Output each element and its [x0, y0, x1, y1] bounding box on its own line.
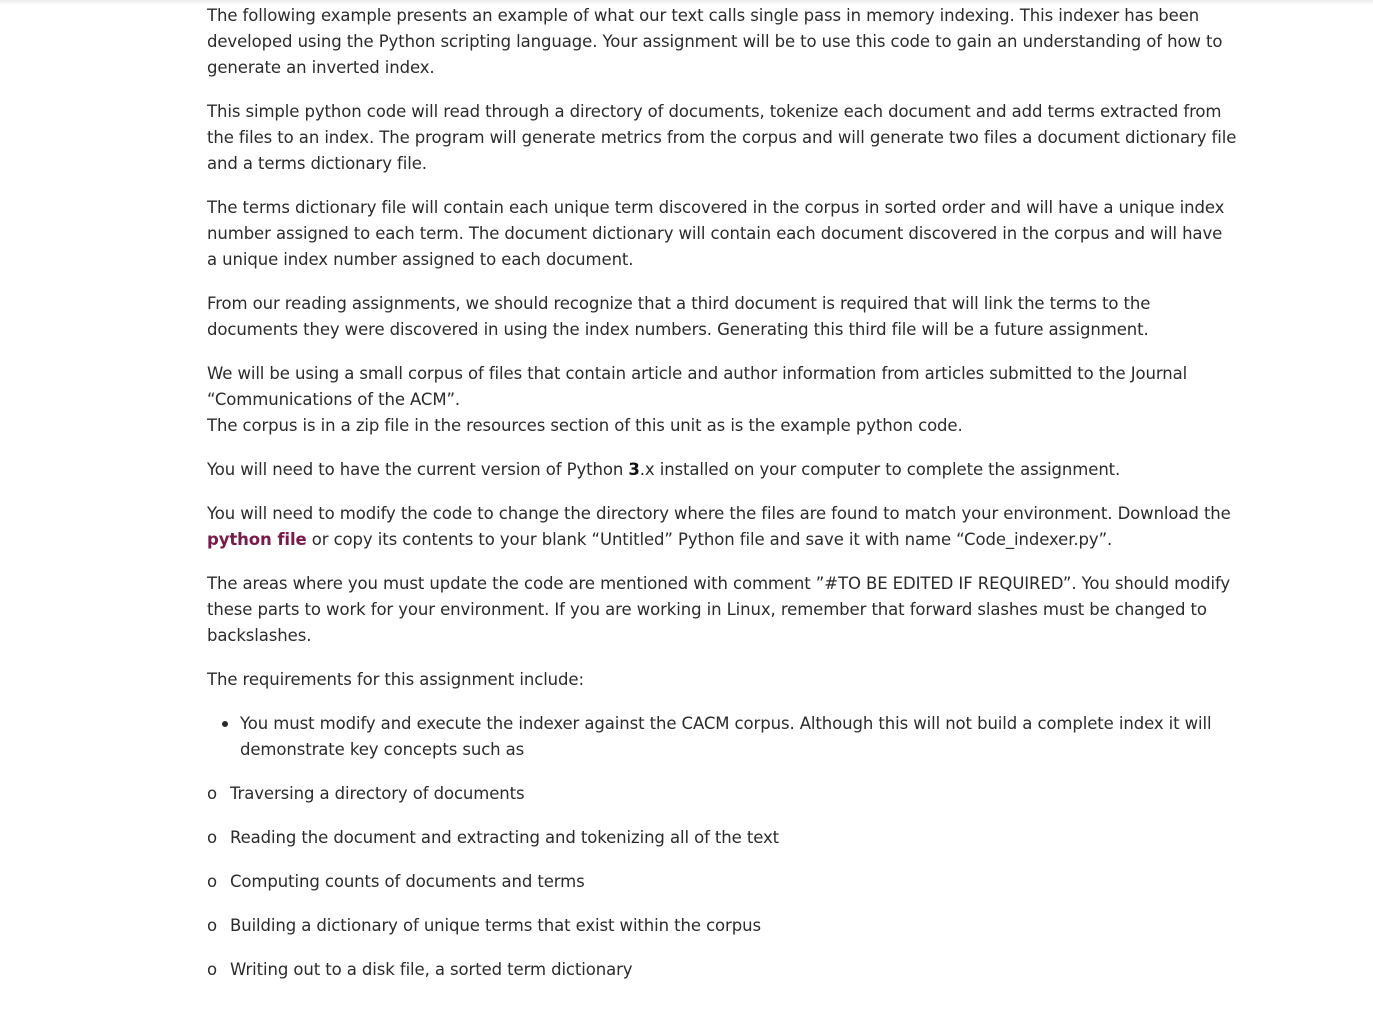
circle-bullet-icon: o	[207, 960, 217, 979]
modify-code-suffix: or copy its contents to your blank “Untitled” Python file and save it with name “Code_indexer.py”.	[306, 530, 1113, 549]
code-description-paragraph: This simple python code will read through a directory of documents, tokenize each document and add terms extracted from the files to an index. The program will generate metrics from the corpus and will generate two files a document dictionary file and a terms dictionary file.	[207, 102, 1237, 173]
requirements-heading: The requirements for this assignment include:	[207, 670, 584, 689]
assignment-content	[207, 3, 1237, 1001]
concept-item-text: Writing out to a disk file, a sorted term dictionary	[230, 960, 633, 979]
concept-item	[207, 781, 1237, 807]
edit-areas-paragraph: The areas where you must update the code are mentioned with comment ”#TO BE EDITED IF REQUIRED”. You should modify these parts to work for your environment. If you are working in Linux, remember that forward slashes must be changed to backslashes.	[207, 574, 1231, 645]
corpus-line-2: The corpus is in a zip file in the resources section of this unit as is the example python code.	[207, 416, 963, 435]
circle-bullet-icon: o	[207, 828, 217, 847]
python-version-number: 3	[628, 460, 640, 479]
concept-item	[207, 913, 1237, 939]
intro-paragraph: The following example presents an example of what our text calls single pass in memory indexing. This indexer has been developed using the Python scripting language. Your assignment will be to use this code to gain an understanding of how to generate an inverted index.	[207, 6, 1223, 77]
python-file-link[interactable]: python file	[207, 530, 307, 549]
requirement-item: You must modify and execute the indexer against the CACM corpus. Although this will not build a complete index it will demonstrate key concepts such as	[240, 711, 1237, 763]
modify-code-text: You will need to modify the code to change the directory where the files are found to match your environment. Download the	[207, 504, 1231, 523]
python-version-paragraph	[207, 457, 1237, 483]
concept-item-text: Computing counts of documents and terms	[230, 872, 585, 891]
python-version-suffix: .x installed on your computer to complete the assignment.	[639, 460, 1121, 479]
modify-code-paragraph	[207, 501, 1237, 553]
concept-item	[207, 825, 1237, 851]
concept-item-text: Reading the document and extracting and tokenizing all of the text	[230, 828, 780, 847]
concept-item-text: Building a dictionary of unique terms that exist within the corpus	[230, 916, 761, 935]
third-document-paragraph: From our reading assignments, we should recognize that a third document is required that will link the terms to the documents they were discovered in using the index numbers. Generating this third file will be a future assignment.	[207, 294, 1151, 339]
python-version-text: You will need to have the current version of Python	[207, 460, 629, 479]
circle-bullet-icon: o	[207, 872, 217, 891]
terms-dictionary-paragraph: The terms dictionary file will contain each unique term discovered in the corpus in sorted order and will have a unique index number assigned to each term. The document dictionary will contain each document discovered in the corpus and will have a unique index number assigned to each document.	[207, 198, 1225, 269]
concept-item	[207, 869, 1237, 895]
corpus-line-1: We will be using a small corpus of files that contain article and author information from articles submitted to the Journal “Communications of the ACM”.	[207, 364, 1188, 409]
concept-item	[207, 957, 1237, 983]
circle-bullet-icon: o	[207, 916, 217, 935]
requirements-list	[207, 711, 1237, 763]
concept-item-text: Traversing a directory of documents	[230, 784, 525, 803]
corpus-paragraph	[207, 361, 1237, 439]
circle-bullet-icon: o	[207, 784, 217, 803]
